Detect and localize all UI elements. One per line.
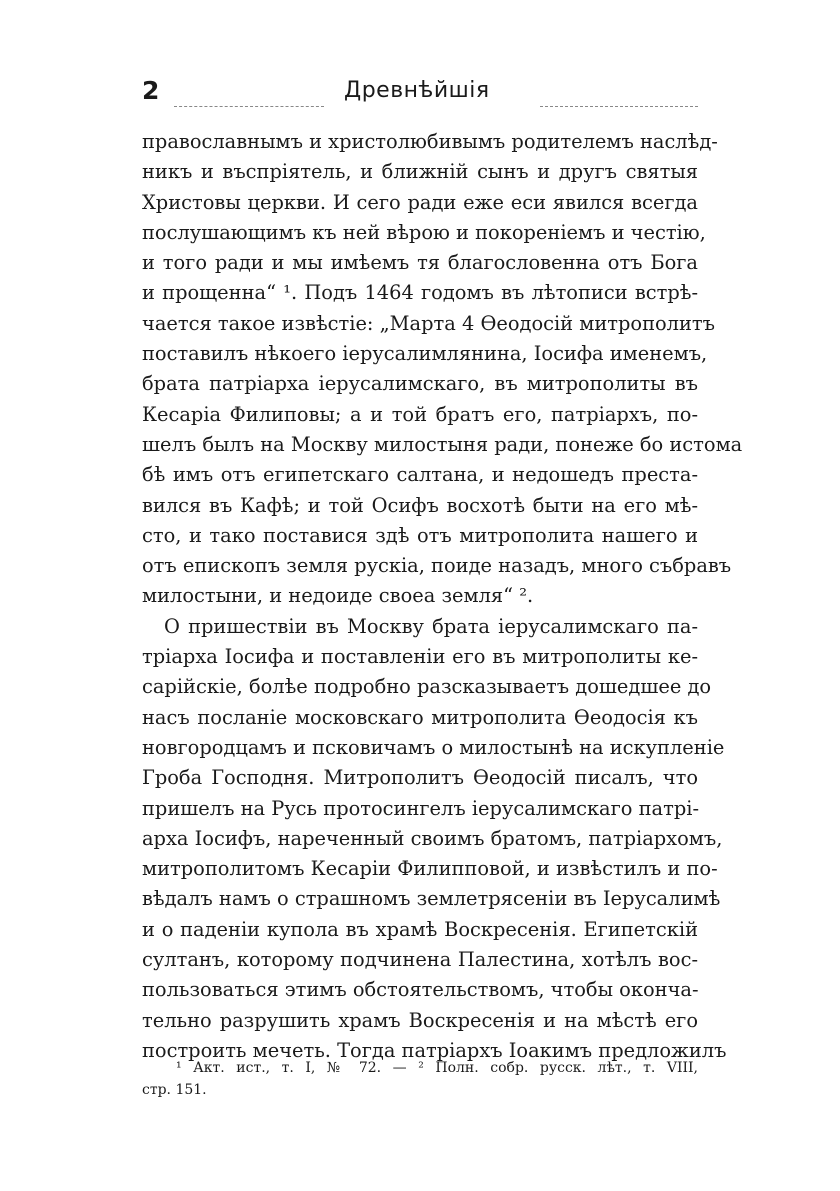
text-line: тріарха Іосифа и поставленіи его въ митрополиты ке-: [142, 645, 698, 669]
body-text: [142, 127, 743, 1066]
text-line: тельно разрушить храмъ Воскресенія и на мѣстѣ его: [142, 1008, 698, 1032]
text-line: Кесаріа Филиповы; а и той братъ его, патріархъ, по-: [142, 402, 698, 426]
text-line: новгородцамъ и псковичамъ о милостынѣ на искупленіе: [142, 735, 725, 759]
text-line: вѣдалъ намъ о страшномъ землетрясеніи въ Іерусалимѣ: [142, 887, 721, 911]
text-line: милостыни, и недоиде своеа земля“ ².: [142, 584, 534, 608]
text-line: отъ епископъ земля рускіа, поиде назадъ, много събравъ: [142, 554, 732, 578]
text-line: Гроба Господня. Митрополитъ Ѳеодосій писалъ, что: [142, 766, 698, 790]
footnote-line: ¹ Акт. ист., т. I, № 72. — ² Полн. собр. русск. лѣт., т. VIII,: [176, 1060, 698, 1076]
page-number: 2: [142, 76, 160, 105]
text-line: сто, и тако поставися здѣ отъ митрополита нашего и: [142, 523, 698, 547]
text-line: бѣ имъ отъ египетскаго салтана, и недошедъ преста-: [142, 463, 698, 487]
text-line: пришелъ на Русь протосингелъ іерусалимскаго патрі-: [142, 796, 699, 820]
text-line: митрополитомъ Кесаріи Филипповой, и извѣстилъ и по-: [142, 857, 718, 881]
text-line: построить мечеть. Тогда патріархъ Іоакимъ предложилъ: [142, 1038, 727, 1062]
text-line: и прощенна“ ¹. Подъ 1464 годомъ въ лѣтописи встрѣ-: [142, 281, 698, 305]
text-line: послушающимъ къ ней вѣрою и покореніемъ и честію,: [142, 220, 706, 244]
text-line: поставилъ нѣкоего іерусалимлянина, Іосифа именемъ,: [142, 342, 708, 366]
text-line: шелъ былъ на Москву милостыня ради, понеже бо истома: [142, 432, 743, 456]
text-line: насъ посланіе московскаго митрополита Ѳеодосія къ: [142, 705, 698, 729]
text-line: православнымъ и христолюбивымъ родителемъ наслѣд-: [142, 130, 718, 153]
text-line: О пришествіи въ Москву брата іерусалимскаго па-: [164, 614, 698, 638]
header-rule-left: [174, 106, 324, 107]
footnote-line: стр. 151.: [142, 1082, 207, 1098]
page-header: [142, 76, 698, 116]
text-line: чается такое извѣстіе: „Марта 4 Ѳеодосій митрополитъ: [142, 311, 715, 335]
text-line: вился въ Кафѣ; и той Осифъ восхотѣ быти на его мѣ-: [142, 493, 698, 517]
footnotes: [142, 1057, 698, 1101]
text-line: пользоваться этимъ обстоятельствомъ, чтобы оконча-: [142, 978, 699, 1002]
running-title: Древнѣйшія: [344, 78, 490, 103]
text-line: Христовы церкви. И сего ради еже еси явился всегда: [142, 190, 698, 214]
text-line: султанъ, которому подчинена Палестина, хотѣлъ вос-: [142, 948, 698, 972]
header-rule-right: [540, 106, 698, 107]
text-line: брата патріарха іерусалимскаго, въ митрополиты въ: [142, 372, 698, 396]
text-line: арха Іосифъ, нареченный своимъ братомъ, патріархомъ,: [142, 826, 723, 850]
text-line: сарійскіе, болѣе подробно разсказываетъ дошедшее до: [142, 675, 712, 699]
text-line: и о паденіи купола въ храмѣ Воскресенія. Египетскій: [142, 917, 698, 941]
text-line: и того ради и мы имѣемъ тя благословенна отъ Бога: [142, 251, 698, 275]
text-line: никъ и въспріятель, и ближній сынъ и другъ святыя: [142, 160, 698, 184]
